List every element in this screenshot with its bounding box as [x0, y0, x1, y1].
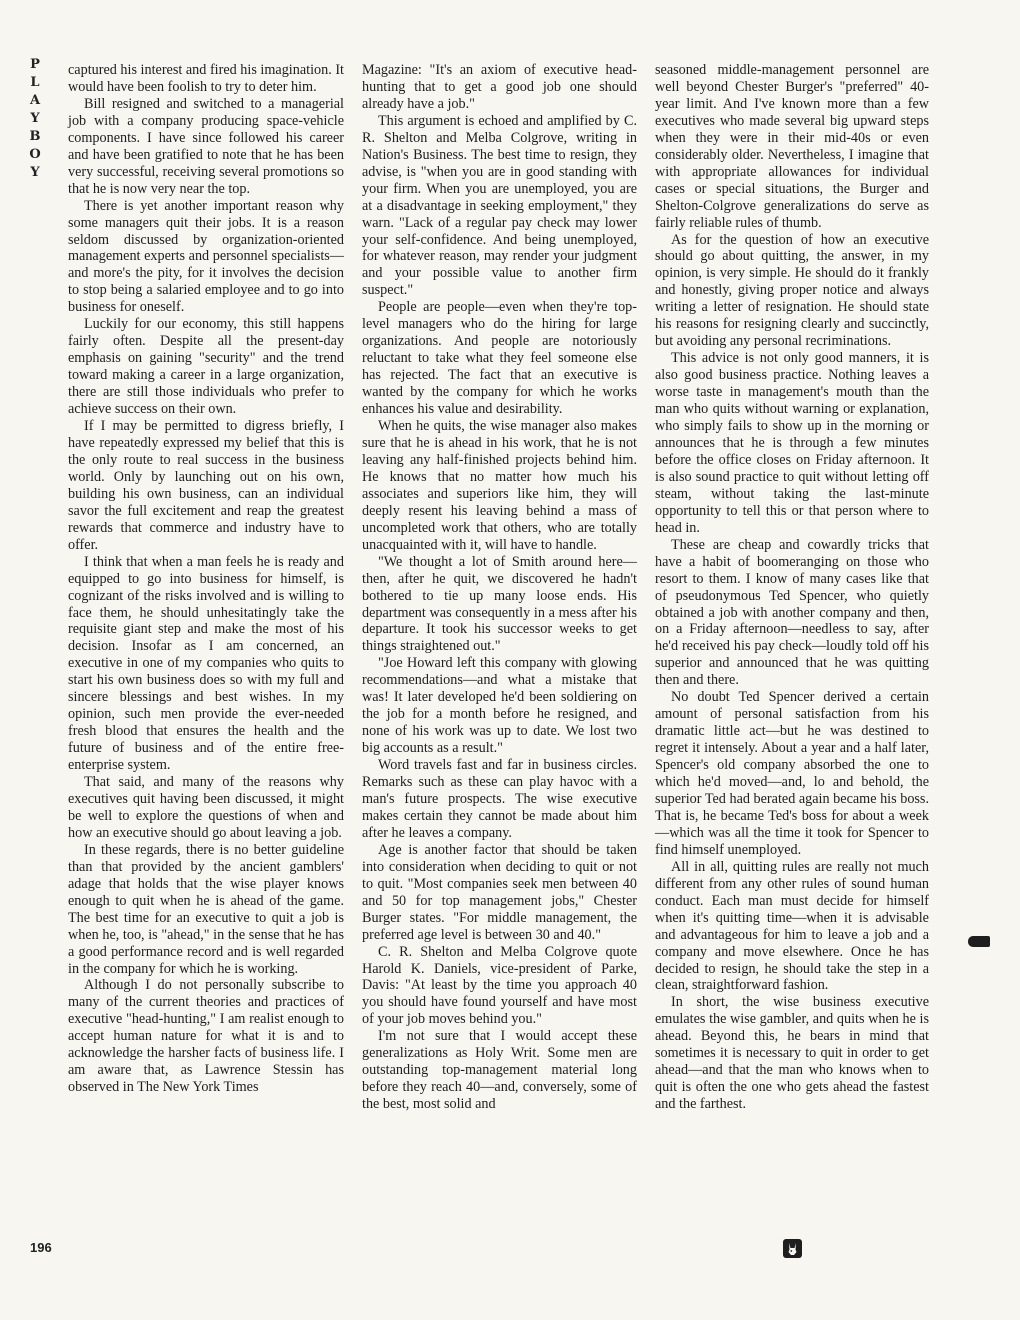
- running-head-letter: A: [29, 93, 41, 108]
- running-head-letter: B: [29, 129, 41, 144]
- text-column-2: [362, 62, 637, 1113]
- paragraph: I think that when a man feels he is ready and equipped to go into business for himself, is cognizant of the risks involved and is willing to face them, he should unhesitatingly take the requisite giant step and make the most of his decision. Insofar as I am concerned, an executive in one of my companies who quits to start his own business does so with my full and sincere blessings and best wishes. In my opinion, such men provide the ever-needed fresh blood that ensures the health and the future of business and of the entire free-enterprise system.: [68, 553, 344, 774]
- paragraph: If I may be permitted to digress briefly, I have repeatedly expressed my belief that this is the only route to real success in the business world. Only by launching out on his own, building his own business, can an individual savor the full excitement and reap the greatest rewards that commerce and industry have to offer.: [68, 418, 344, 553]
- paragraph: As for the question of how an executive should go about quitting, the answer, in my opinion, is very simple. He should do it frankly and honestly, giving proper notice and always writing a letter of resignation. He should state his reasons for resigning clearly and succinctly, but avoiding any personal recriminations.: [655, 231, 929, 350]
- paragraph: Although I do not personally subscribe to many of the current theories and practices of executive "head-hunting," I am realist enough to accept human nature for what it is and to acknowledge the harsher facts of business life. I am aware that, as Lawrence Stessin has observed in The New York Times: [68, 977, 344, 1096]
- paragraph: In these regards, there is no better guideline than that provided by the ancient gamblers' adage that holds that the wise player knows enough to quit when he is ahead of the game. The best time for an executive to quit a job is when he, too, is "ahead," in the sense that he has a good performance record and is well regarded in the company for which he is working.: [68, 841, 344, 977]
- paragraph: People are people—even when they're top-level managers who do the hiring for large organizations. And people are notoriously reluctant to take what they feel someone else has rejected. The fact that an executive is wanted by the company for which he works enhances his value and desirability.: [362, 299, 637, 418]
- paragraph: captured his interest and fired his imagination. It would have been foolish to try to deter him.: [68, 62, 344, 95]
- paragraph: This advice is not only good manners, it is also good business practice. Nothing leaves a worse taste in management's mouth than the man who quits without warning or explanation, who simply fails to show up in the morning or announces that he is through a few minutes before the office closes on Friday afternoon. It is also sound practice to quit without letting off steam, without taking the last-minute opportunity to tell this or that person where to head in.: [655, 350, 929, 536]
- page-number: 196: [30, 1240, 52, 1255]
- paragraph: Magazine: "It's an axiom of executive head-hunting that to get a good job one should already have a job.": [362, 62, 637, 112]
- paragraph: Word travels fast and far in business circles. Remarks such as these can play havoc with a man's future prospects. The wise executive makes certain they cannot be made about him after he leaves a company.: [362, 757, 637, 841]
- paragraph: "We thought a lot of Smith around here—then, after he quit, we discovered he hadn't bothered to tie up many loose ends. His department was consequently in a mess after his departure. It took his successor weeks to get things straightened out.": [362, 553, 637, 655]
- text-column-3: [655, 62, 929, 1113]
- page-edge-tab: [968, 936, 990, 947]
- paragraph: Luckily for our economy, this still happens fairly often. Despite all the present-day emphasis on gaining "security" and the trend toward making a career in a large organization, there are still those individuals who prefer to achieve success on their own.: [68, 316, 344, 418]
- running-head: [22, 58, 48, 180]
- paragraph: Age is another factor that should be taken into consideration when deciding to quit or not to quit. "Most companies seek men between 40 and 50 for top management jobs," Chester Burger states. "For middle management, the preferred age level is between 30 and 40.": [362, 841, 637, 943]
- running-head-letter: Y: [30, 165, 40, 180]
- paragraph: When he quits, the wise manager also makes sure that he is ahead in his work, that he is not leaving any half-finished projects behind him. He knows that no matter how much his associates and superiors like him, they will deeply resent his leaving behind a mass of uncompleted work that others, who are totally unacquainted with it, will have to handle.: [362, 418, 637, 553]
- paragraph: No doubt Ted Spencer derived a certain amount of personal satisfaction from his dramatic little act—but he was destined to regret it intensely. About a year and a half later, Spencer's old company absorbed the one to which he'd moved—and, lo and behold, the superior Ted had berated again became his boss. That is, he became Ted's boss for about a week—which was all the time it took for Spencer to find himself unemployed.: [655, 689, 929, 858]
- paragraph: "Joe Howard left this company with glowing recommendations—and what a mistake that was! It later developed he'd been soldiering on the job for a month before he resigned, and none of his work was up to date. We lost two big accounts as a result.": [362, 655, 637, 757]
- paragraph: I'm not sure that I would accept these generalizations as Holy Writ. Some men are outstanding top-management material long before they reach 40—and, conversely, some of the best, most solid and: [362, 1028, 637, 1113]
- paragraph: This argument is echoed and amplified by C. R. Shelton and Melba Colgrove, writing in Nation's Business. The best time to resign, they advise, is "when you are in good standing with your firm. When you are unemployed, you are at a disadvantage in seeking employment," they warn. "Lack of a regular pay check may lower your self-confidence. And being unemployed, for whatever reason, may render your judgment and your possible value to another firm suspect.": [362, 112, 637, 299]
- paragraph: That said, and many of the reasons why executives quit having been discussed, it might be well to explore the questions of when and how an executive should go about leaving a job.: [68, 774, 344, 841]
- paragraph: seasoned middle-management personnel are well beyond Chester Burger's "preferred" 40-year limit. And I've known more than a few executives who made several big upward steps when they were in their mid-40s or even considerably older. Nevertheless, I imagine that with appropriate allowances for individual cases or special situations, the Burger and Shelton-Colgrove generalizations do serve as fairly reliable rules of thumb.: [655, 62, 929, 231]
- running-head-letter: O: [29, 147, 41, 162]
- running-head-letter: L: [30, 75, 40, 90]
- paragraph: There is yet another important reason why some managers quit their jobs. It is a reason seldom discussed by organization-oriented management experts and personnel specialists—and more's the pity, for it involves the decision to stop being a salaried employee and to go into business for oneself.: [68, 197, 344, 316]
- paragraph: All in all, quitting rules are really not much different from any other rules of sound human conduct. Each man must decide for himself when it's quitting time—when it is advisable and advantageous for him to leave a job and a company and move elsewhere. Once he has decided to resign, he should take the step in a clean, straightforward fashion.: [655, 858, 929, 994]
- paragraph: These are cheap and cowardly tricks that have a habit of boomeranging on those who resort to them. I know of many cases like that of pseudonymous Ted Spencer, who quietly obtained a job with another company and then, on a Friday afternoon—needless to say, after he'd received his pay check—loudly told off his superior and announced that he was quitting then and there.: [655, 536, 929, 689]
- text-column-1: [68, 62, 344, 1096]
- paragraph: In short, the wise business executive emulates the wise gambler, and quits when he is ahead. Beyond this, he bears in mind that sometimes it is necessary to quit in order to get ahead—and that the man who knows when to quit is often the one who gets ahead the fastest and the farthest.: [655, 994, 929, 1113]
- paragraph: Bill resigned and switched to a managerial job with a company producing space-vehicle components. I have since followed his career and have been gratified to note that he has been very successful, receiving several promotions so that he is now very near the top.: [68, 95, 344, 197]
- paragraph: C. R. Shelton and Melba Colgrove quote Harold K. Daniels, vice-president of Parke, Davis: "At least by the time you approach 40 you should have found yourself and have most of your job moves behind you.": [362, 943, 637, 1028]
- rabbit-head-end-mark-icon: [783, 1239, 802, 1258]
- running-head-letter: P: [30, 57, 40, 72]
- running-head-letter: Y: [30, 111, 40, 126]
